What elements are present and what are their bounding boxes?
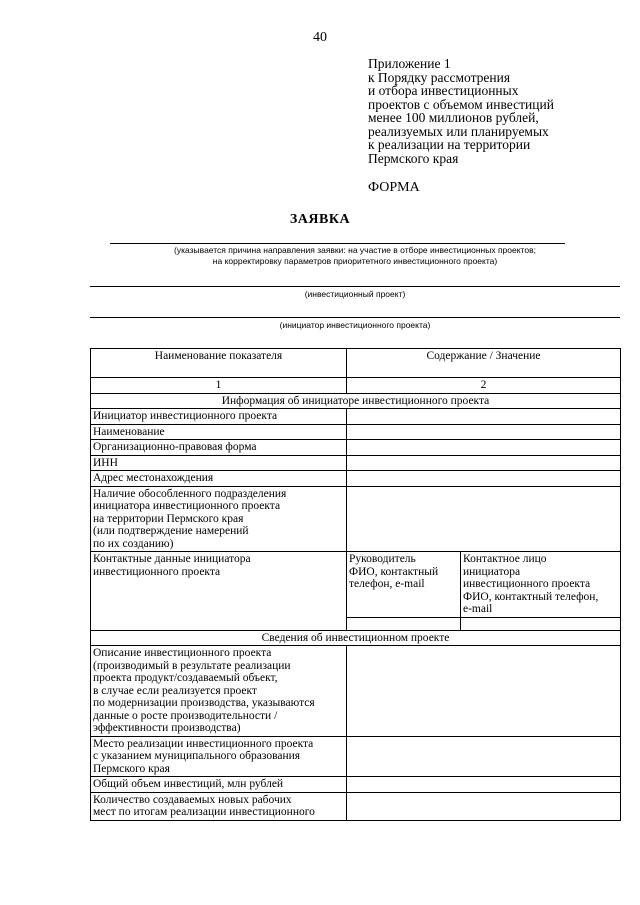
column-number-1: 1 (91, 378, 347, 394)
contacts-person-cell: Контактное лицо инициатора инвестиционного проекта ФИО, контактный телефон, e-mail (461, 552, 621, 618)
section-row (91, 393, 621, 409)
project-line (90, 286, 620, 287)
reason-line (110, 243, 565, 244)
table-row (91, 455, 621, 471)
row-label: Адрес местонахождения (91, 471, 347, 487)
table-row (91, 440, 621, 456)
table-row (91, 424, 621, 440)
value-cell (347, 455, 621, 471)
table-row (91, 486, 621, 552)
value-cell (347, 486, 621, 552)
initiator-caption: (инициатор инвестиционного проекта) (279, 320, 431, 330)
row-label-description: Описание инвестиционного проекта (производимый в результате реализации проекта продукт/создаваемый объект, в случае если реализуется проект по модернизации производства, указываются данные о росте производительности / эффективности производства) (91, 646, 347, 737)
appendix-line: к Порядку рассмотрения (368, 69, 511, 85)
table-row-contacts (91, 552, 621, 618)
value-cell (347, 471, 621, 487)
value-cell (347, 409, 621, 425)
table-row (91, 471, 621, 487)
page-number: 40 (313, 30, 327, 45)
appendix-line: Пермского края (368, 150, 459, 166)
row-label-volume: Общий объем инвестиций, млн рублей (91, 777, 347, 793)
table-row (91, 409, 621, 425)
reason-caption: (указывается причина направления заявки: на участие в отборе инвестиционных проектов; на корректировку параметров приоритетного инвестиционного проекта) (174, 245, 536, 266)
appendix-line: Приложение 1 (368, 56, 451, 71)
row-label-contacts: Контактные данные инициатора инвестиционного проекта (91, 552, 347, 631)
table-row (91, 792, 621, 820)
value-cell (347, 617, 461, 630)
section-initiator-info: Информация об инициаторе инвестиционного проекта (91, 393, 621, 409)
row-label: Наименование (91, 424, 347, 440)
contacts-head-cell: Руководитель ФИО, контактный телефон, e-mail (347, 552, 461, 618)
row-label: Организационно-правовая форма (91, 440, 347, 456)
header-indicator: Наименование показателя (91, 349, 347, 378)
table-row (91, 736, 621, 777)
initiator-line (90, 317, 620, 318)
row-label-place: Место реализации инвестиционного проекта с указанием муниципального образования Пермского края (91, 736, 347, 777)
table-row (91, 777, 621, 793)
value-cell (347, 424, 621, 440)
row-label-branch: Наличие обособленного подразделения инициатора инвестиционного проекта на территории Пермского края (или подтверждение намерений по их созданию) (91, 486, 347, 552)
header-value: Содержание / Значение (347, 349, 621, 378)
appendix-line: менее 100 миллионов рублей, (368, 110, 539, 125)
row-label: Инициатор инвестиционного проекта (91, 409, 347, 425)
project-caption: (инвестиционный проект) (304, 289, 406, 299)
value-cell (347, 736, 621, 777)
appendix-line: к реализации на территории (368, 137, 531, 152)
application-table (90, 348, 621, 821)
section-project-info: Сведения об инвестиционном проекте (91, 630, 621, 646)
value-cell (347, 440, 621, 456)
table-row (91, 646, 621, 737)
value-cell (461, 617, 621, 630)
value-cell (347, 777, 621, 793)
section-row (91, 630, 621, 646)
document-title: ЗАЯВКА (289, 212, 351, 227)
column-number-2: 2 (347, 378, 621, 394)
row-label-jobs: Количество создаваемых новых рабочих мест по итогам реализации инвестиционного (91, 792, 347, 820)
appendix-line: реализуемых или планируемых (368, 123, 549, 139)
appendix-line: и отбора инвестиционных (368, 83, 519, 98)
table-number-row (91, 378, 621, 394)
table-header-row (91, 349, 621, 378)
appendix-line: проектов с объемом инвестиций (368, 96, 554, 112)
form-label: ФОРМА (368, 180, 420, 195)
row-label: ИНН (91, 455, 347, 471)
appendix-block (368, 57, 554, 165)
value-cell (347, 792, 621, 820)
value-cell (347, 646, 621, 737)
